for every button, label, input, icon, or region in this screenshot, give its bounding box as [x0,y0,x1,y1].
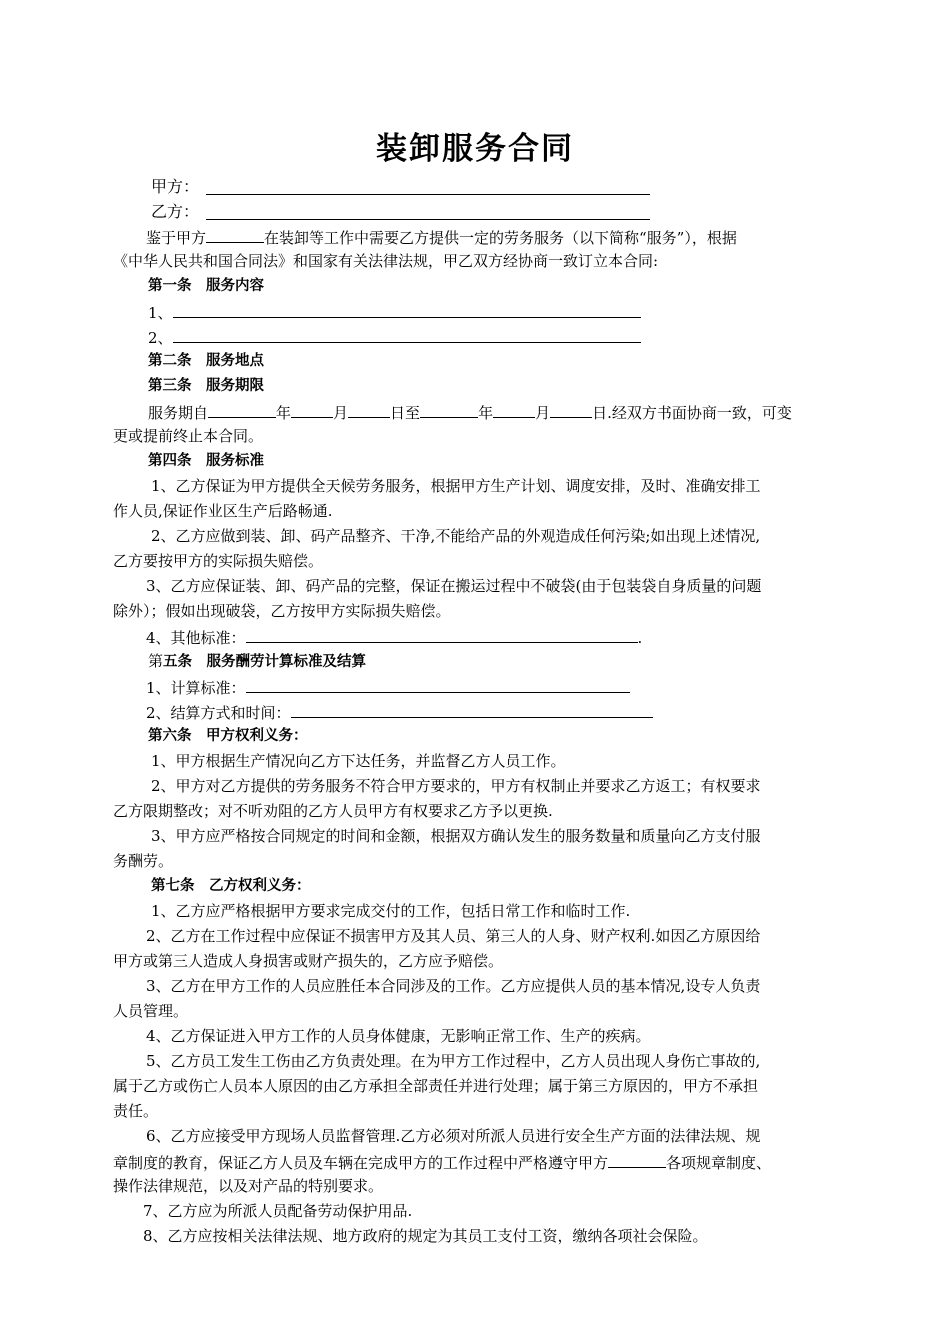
article-1-item-2 [148,324,641,351]
article-1-item-1-blank [173,299,641,318]
term-end-month-blank [493,399,535,418]
article-1-item-2-num: 2、 [148,329,173,347]
term-year2-label: 年 [478,404,494,422]
preamble-text-b: 在装卸等工作中需要乙方提供一定的劳务服务（以下简称“服务”），根据 [264,229,737,247]
preamble-line-1 [146,224,737,251]
party-b-label: 乙方： [151,202,200,221]
article-7-title: 第七条 乙方权利义务： [151,878,311,894]
article-6-item-3-line-2: 务酬劳。 [113,852,174,870]
term-start-month-blank [291,399,333,418]
article-6-item-2-line-2: 乙方限期整改；对不听劝阻的乙方人员甲方有权要求乙方予以更换. [113,802,553,820]
party-a-label: 甲方： [151,177,200,196]
article-7-item-6-text-b: 各项规章制度、 [666,1154,772,1172]
term-end-text: 日.经双方书面协商一致，可变 [592,404,792,422]
term-to-label: 日至 [390,404,421,422]
article-5-title [148,649,366,675]
article-5-title-prefix: 第 [148,652,164,670]
article-3-term-line-1 [148,399,792,426]
article-7-item-2-line-1: 2、乙方在工作过程中应保证不损害甲方及其人员、第三人的人身、财产权利.如因乙方原因给 [146,927,761,945]
article-4-item-4 [146,624,642,651]
article-1-item-2-blank [173,324,641,343]
article-1-title: 第一条 服务内容 [148,278,264,294]
article-7-item-6-line-2 [113,1149,771,1176]
term-month2-label: 月 [535,404,551,422]
article-6-title: 第六条 甲方权利义务： [148,728,308,744]
term-end-year-blank [420,399,478,418]
article-7-item-8: 8、乙方应按相关法律法规、地方政府的规定为其员工支付工资，缴纳各项社会保险。 [143,1227,708,1245]
article-6-item-3-line-1: 3、甲方应严格按合同规定的时间和金额，根据双方确认发生的服务数量和质量向乙方支付服 [151,827,761,845]
article-7-item-3-line-2: 人员管理。 [113,1002,189,1020]
article-7-item-5-line-3: 责任。 [113,1102,159,1120]
article-4-item-1-line-1: 1、乙方保证为甲方提供全天候劳务服务，根据甲方生产计划、调度安排，及时、准确安排工 [151,477,761,495]
term-start-year-blank [208,399,276,418]
other-standards-label: 4、其他标准： [146,629,246,647]
settlement-blank [291,699,653,718]
document-title: 装卸服务合同 [376,131,574,167]
preamble-blank [206,224,264,243]
article-6-item-1: 1、甲方根据生产情况向乙方下达任务，并监督乙方人员工作。 [151,752,566,770]
party-b-blank [206,201,650,220]
article-7-item-3-line-1: 3、乙方在甲方工作的人员应胜任本合同涉及的工作。乙方应提供人员的基本情况,设专人负责 [146,977,761,995]
article-7-item-6-blank [608,1149,666,1168]
article-7-item-5-line-1: 5、乙方员工发生工伤由乙方负责处理。在为甲方工作过程中，乙方人员出现人身伤亡事故的, [146,1052,761,1070]
article-7-item-2-line-2: 甲方或第三人造成人身损害或财产损失的，乙方应予赔偿。 [113,952,504,970]
preamble-text-a: 鉴于甲方 [146,229,207,247]
article-1-item-1-num: 1、 [148,304,173,322]
term-start-day-blank [348,399,390,418]
article-1-item-1 [148,299,641,326]
party-a-blank [206,176,650,195]
article-6-item-2-line-1: 2、甲方对乙方提供的劳务服务不符合甲方要求的，甲方有权制止并要求乙方返工；有权要求 [151,777,761,795]
term-end-day-blank [550,399,592,418]
article-7-item-6-text-a: 章制度的教育，保证乙方人员及车辆在完成甲方的工作过程中严格遵守甲方 [113,1154,609,1172]
article-4-item-2-line-1: 2、乙方应做到装、卸、码产品整齐、干净,不能给产品的外观造成任何污染;如出现上述情况, [151,527,761,545]
article-2-title: 第二条 服务地点 [148,353,264,369]
article-7-item-6-line-3: 操作法律规范，以及对产品的特别要求。 [113,1177,384,1195]
term-from-label: 服务期自 [148,404,209,422]
term-month-label: 月 [333,404,349,422]
article-3-term-line-2: 更或提前终止本合同。 [113,427,264,445]
article-7-item-5-line-2: 属于乙方或伤亡人员本人原因的由乙方承担全部责任并进行处理；属于第三方原因的，甲方不承担 [113,1077,759,1095]
article-4-item-1-line-2: 作人员,保证作业区生产后路畅通. [113,502,333,520]
article-7-item-1: 1、乙方应严格根据甲方要求完成交付的工作，包括日常工作和临时工作. [151,902,631,920]
article-4-item-2-line-2: 乙方要按甲方的实际损失赔偿。 [113,552,324,570]
article-4-item-3-line-2: 除外）；假如出现破袋，乙方按甲方实际损失赔偿。 [113,602,451,620]
article-7-item-6-line-1: 6、乙方应接受甲方现场人员监督管理.乙方必须对所派人员进行安全生产方面的法律法规、规 [146,1127,761,1145]
settlement-label: 2、结算方式和时间： [146,704,291,722]
article-5-item-2 [146,699,653,726]
other-standards-period: . [637,629,643,647]
preamble-line-2: 《中华人民共和国合同法》和国家有关法律法规，甲乙双方经协商一致订立本合同: [113,252,659,270]
article-5-title-text: 五条 服务酬劳计算标准及结算 [163,654,367,670]
article-4-item-3-line-1: 3、乙方应保证装、卸、码产品的完整，保证在搬运过程中不破袋(由于包装袋自身质量的问题 [146,577,762,595]
article-7-item-4: 4、乙方保证进入甲方工作的人员身体健康，无影响正常工作、生产的疾病。 [146,1027,651,1045]
article-7-item-7: 7、乙方应为所派人员配备劳动保护用品. [143,1202,413,1220]
calc-standard-label: 1、计算标准： [146,679,246,697]
article-5-item-1 [146,674,630,701]
article-4-title: 第四条 服务标准 [148,453,264,469]
other-standards-blank [246,624,638,643]
term-year-label: 年 [276,404,292,422]
calc-standard-blank [246,674,630,693]
article-3-title: 第三条 服务期限 [148,378,264,394]
